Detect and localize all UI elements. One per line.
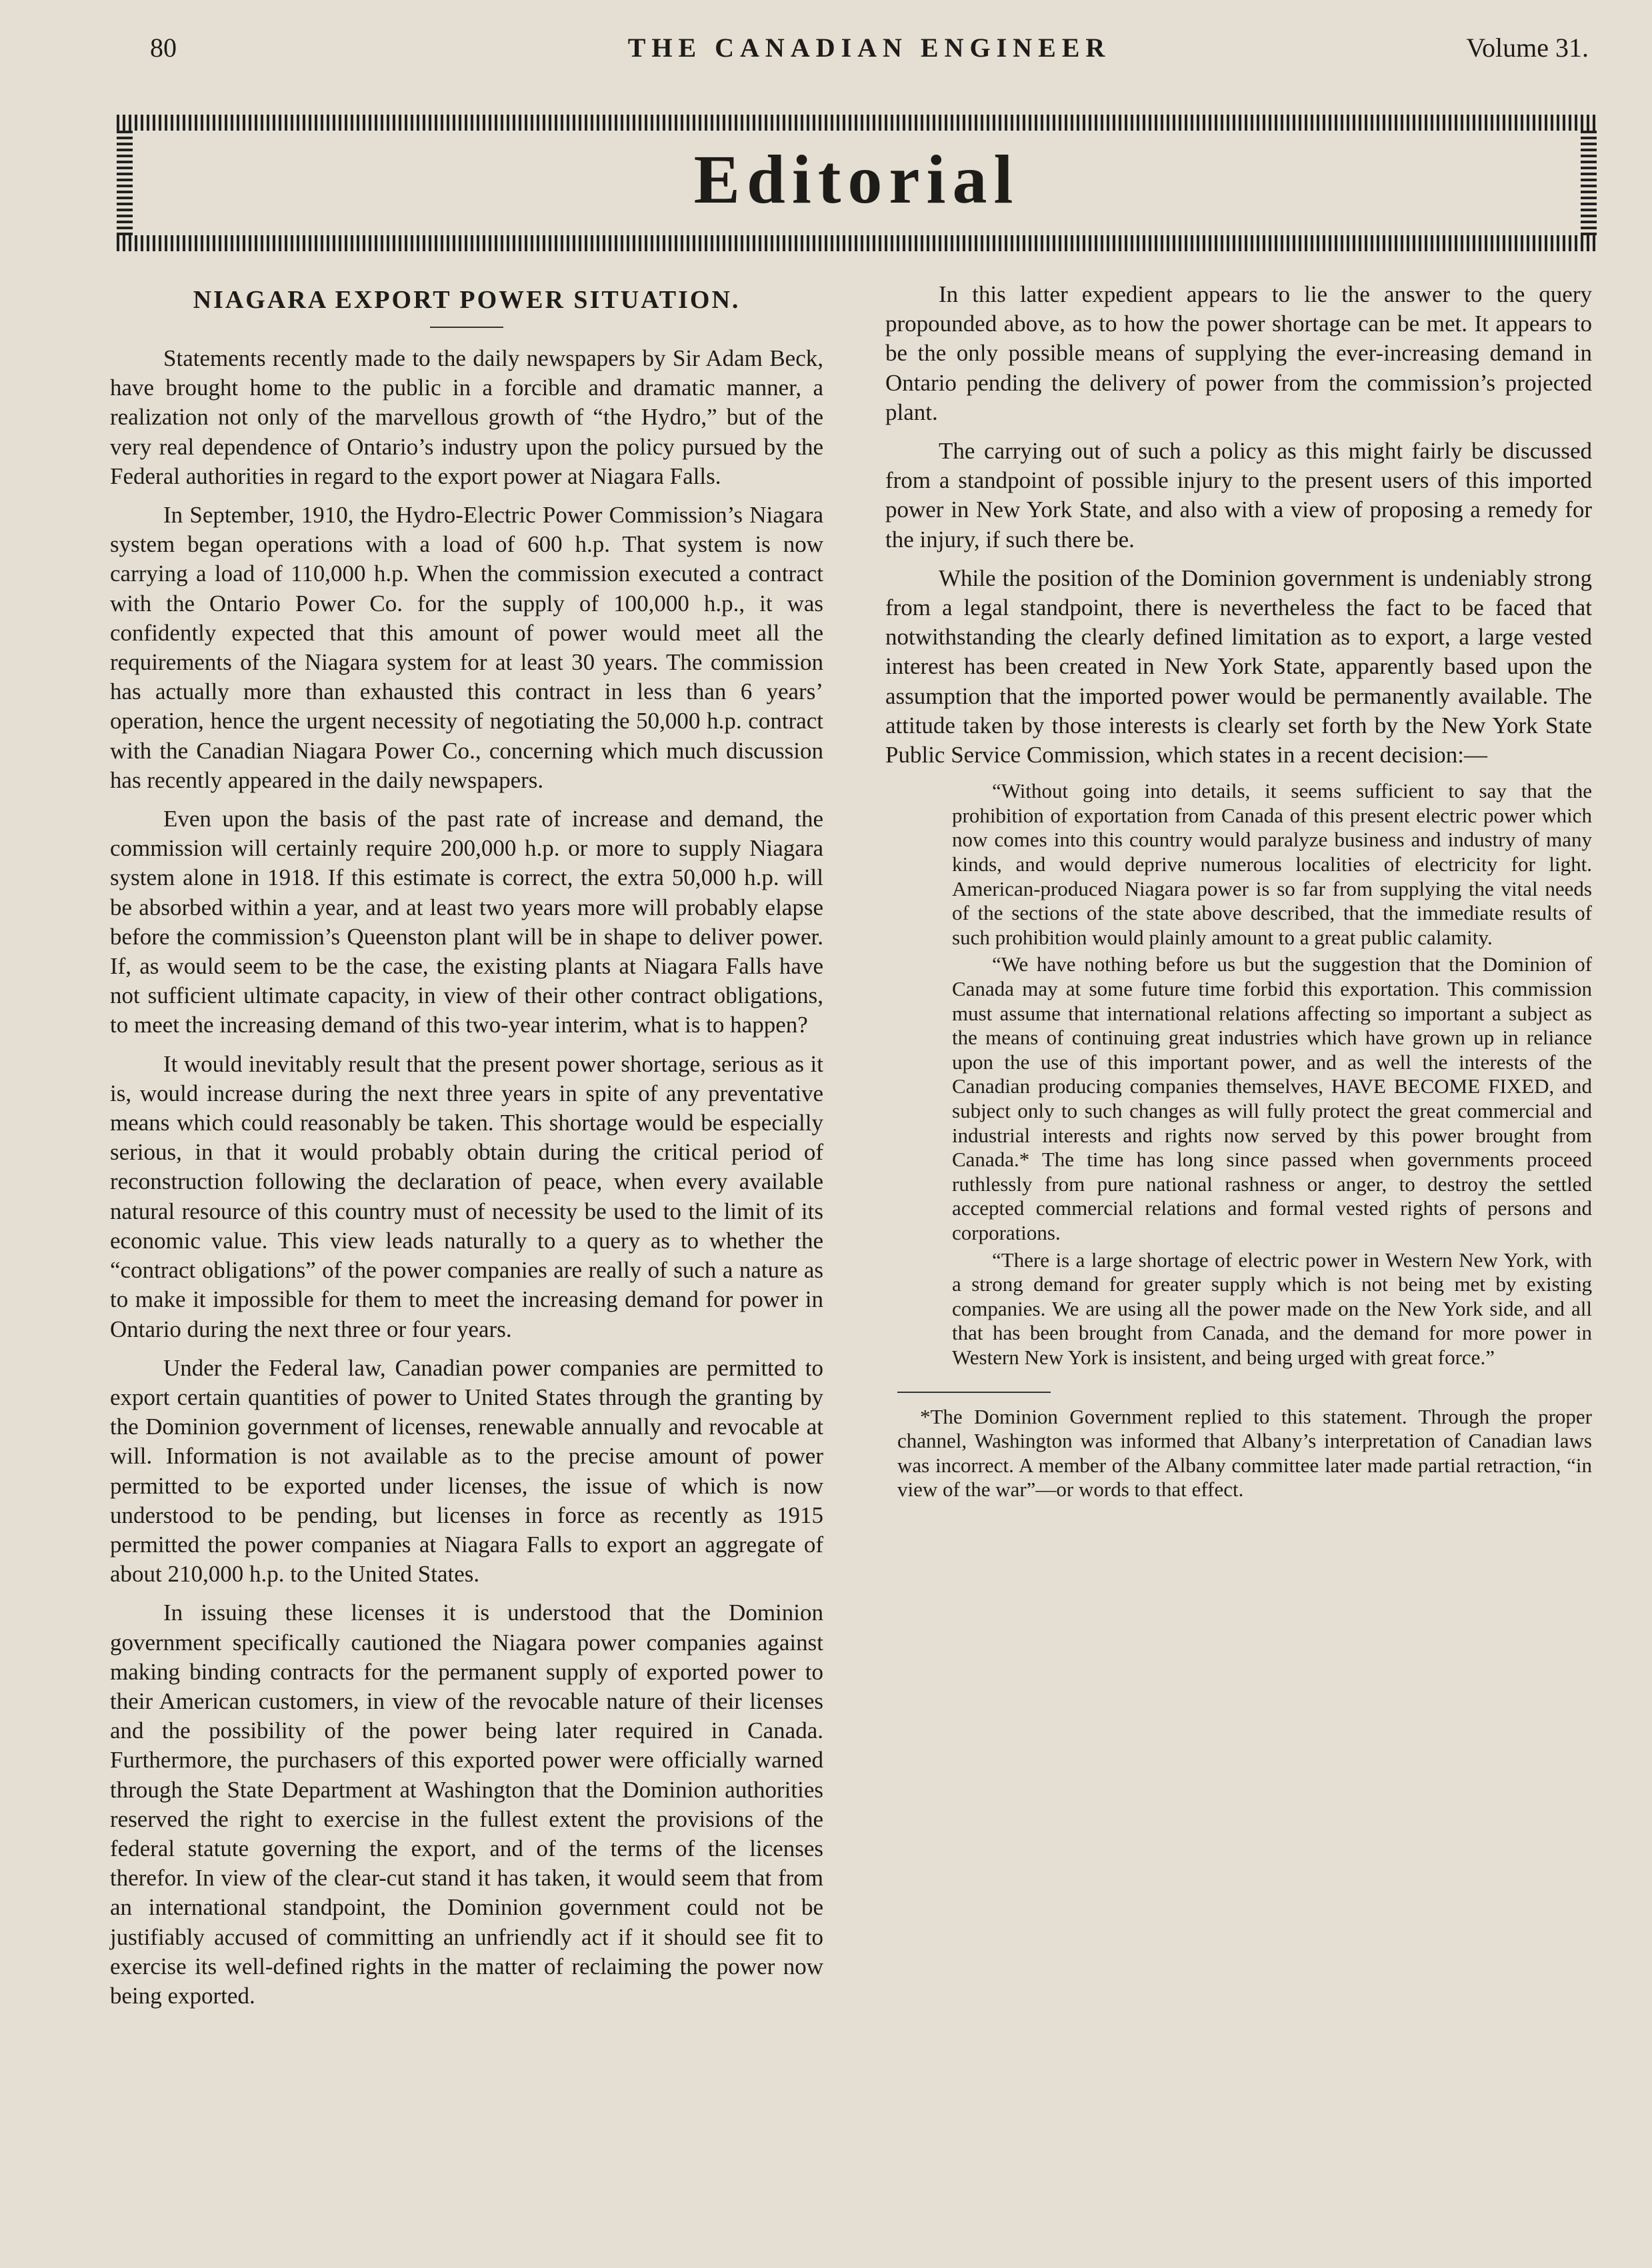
paragraph: Statements recently made to the daily newspapers by Sir Adam Beck, have brought home to the public in a forcible and dramatic manner, a realization not only of the marvellous growth of “the Hydro,” but of the very real dependence of Ontario’s industry upon the policy pursued by the Federal authorities in regard to the export power at Niagara Falls. [110,345,823,489]
banner-border-bottom [117,235,1597,251]
paragraph: In issuing these licenses it is understood that the Dominion government specifically cautioned the Niagara power companies against making binding contracts for the permanent supply of exported power to their American customers, in view of the revocable nature of their licenses and the possibility of the power being later required in Canada. Furthermore, the purchasers of this exported power were officially warned through the State Department at Washington that the Dominion authorities reserved the right to exercise in the fullest extent the provisions of the federal statute governing the export, and of the terms of the licenses therefor. In view of the clear-cut stand it has taken, it would seem that from an international standpoint, the Dominion government could not be justifiably accused of committing an unfriendly act if it should see fit to exercise its well-defined rights in the matter of reclaiming the power now being exported. [110,1600,823,2009]
paragraph: The carrying out of such a policy as this might fairly be discussed from a standpoint of possible injury to the present users of this imported power in New York State, and also with a view of proposing a remedy for the injury, if such there be. [885,438,1592,553]
article-title: NIAGARA EXPORT POWER SITUATION. [193,286,741,314]
paragraph: Under the Federal law, Canadian power companies are permitted to export certain quantities of power to United States through the granting by the Dominion government of licenses, renewable annually and revocable at will. Information is not available as to the precise amount of power permitted to be exported under licenses, the issue of which is now understood to be pending, but licenses in force as recently as 1915 permitted the power companies at Niagara Falls to export an aggregate of about 210,000 h.p. to the United States. [110,1354,823,1588]
paragraph: Even upon the basis of the past rate of increase and demand, the commission will certainly require 200,000 h.p. or more to supply Niagara system alone in 1918. If this estimate is correct, the extra 50,000 h.p. will be absorbed within a year, and at least two years more will probably elapse before the commission’s Queenston plant will be in shape to deliver power. If, as would seem to be the case, the existing plants at Niagara Falls have not sufficient ultimate capacity, in view of their other contract obligations, to meet the increasing demand of this two-year interim, what is to happen? [110,806,823,1038]
banner-title: Editorial [693,141,1020,218]
paragraph: While the position of the Dominion government is undeniably strong from a legal standpoint, there is nevertheless the fact to be faced that notwithstanding the clearly defined limitation as to export, a large vested interest has been created in New York State, apparently based upon the assumption that the imported power would be permanently available. The attitude taken by those interests is clearly set forth by the New York State Public Service Commission, which states in a recent decision:— [885,565,1592,768]
paragraph: In this latter expedient appears to lie the answer to the query propounded above, as to how the power shortage can be met. It appears to be the only possible means of supplying the ever-increasing demand in Ontario pending the delivery of power from the commission’s projected plant. [885,281,1592,425]
paragraph: It would inevitably result that the present power shortage, serious as it is, would increase during the next three years in spite of any preventative means which could reasonably be taken. This shortage would be especially serious, in that it would probably obtain during the critical period of reconstruction following the declaration of peace, when every available natural resource of this country must of necessity be used to the limit of its economic value. This view leads naturally to a query as to whether the “contract obligations” of the power companies are really of such a nature as to make it impossible for them to meet the increasing demand for power in Ontario during the next three or four years. [110,1050,823,1342]
editorial-banner [117,115,1597,251]
quote-paragraph: “Without going into details, it seems sufficient to say that the prohibition of exportation from Canada of this present electric power which now comes into this country would paralyze business and industry of many kinds, and would deprive numerous localities of electricity for light. American-produced Niagara power is so far from supplying the vital needs of the sections of the state above described, that the immediate results of such prohibition would plainly amount to a great public calamity. [952,779,1592,949]
quote-paragraph: “There is a large shortage of electric power in Western New York, with a strong demand for greater supply which is not being met by existing companies. We are using all the power made on the New York side, and all that has been brought from Canada, and the demand for more power in Western New York is insistent, and being urged with great force.” [952,1248,1592,1369]
running-head [150,32,1589,72]
title-rule [430,327,503,328]
quote-paragraph: “We have nothing before us but the suggestion that the Dominion of Canada may at some future time forbid this exportation. This commission must assume that international relations affecting so important a subject as the means of continuing great industries which have grown up in reliance upon the use of this important power, and as well the interests of the Canadian producing companies themselves, HAVE BECOME FIXED, and subject only to such changes as will fully protect the great commercial and industrial interests and rights now served by this power brought from Canada.* The time has long since passed when governments proceed ruthlessly from pure national rashness or anger, to destroy the settled accepted commercial relations and formal vested rights of persons and corporations. [952,952,1592,1244]
block-quote [952,779,1592,1370]
page-number: 80 [150,33,177,63]
footnote: *The Dominion Government replied to this statement. Through the proper channel, Washington was informed that Albany’s interpretation of Canadian laws was incorrect. A member of the Albany committee later made partial retraction, “in view of the war”—or words to that effect. [897,1404,1592,1501]
banner-border-top [117,115,1597,131]
journal-name: THE CANADIAN ENGINEER [627,33,1111,63]
right-column [885,280,1592,1502]
footnote-rule [897,1392,1051,1393]
left-column [110,280,823,2020]
paragraph: In September, 1910, the Hydro-Electric Power Commission’s Niagara system began operations with a load of 600 h.p. That system is now carrying a load of 110,000 h.p. When the commission executed a contract with the Ontario Power Co. for the supply of 100,000 h.p., it was confidently expected that this amount of power would meet all the requirements of the Niagara system for at least 30 years. The commission has actually more than exhausted this contract in less than 6 years’ operation, hence the urgent necessity of negotiating the 50,000 h.p. contract with the Canadian Niagara Power Co., concerning which much discussion has recently appeared in the daily newspapers. [110,502,823,793]
volume-label: Volume 31. [1466,33,1589,63]
